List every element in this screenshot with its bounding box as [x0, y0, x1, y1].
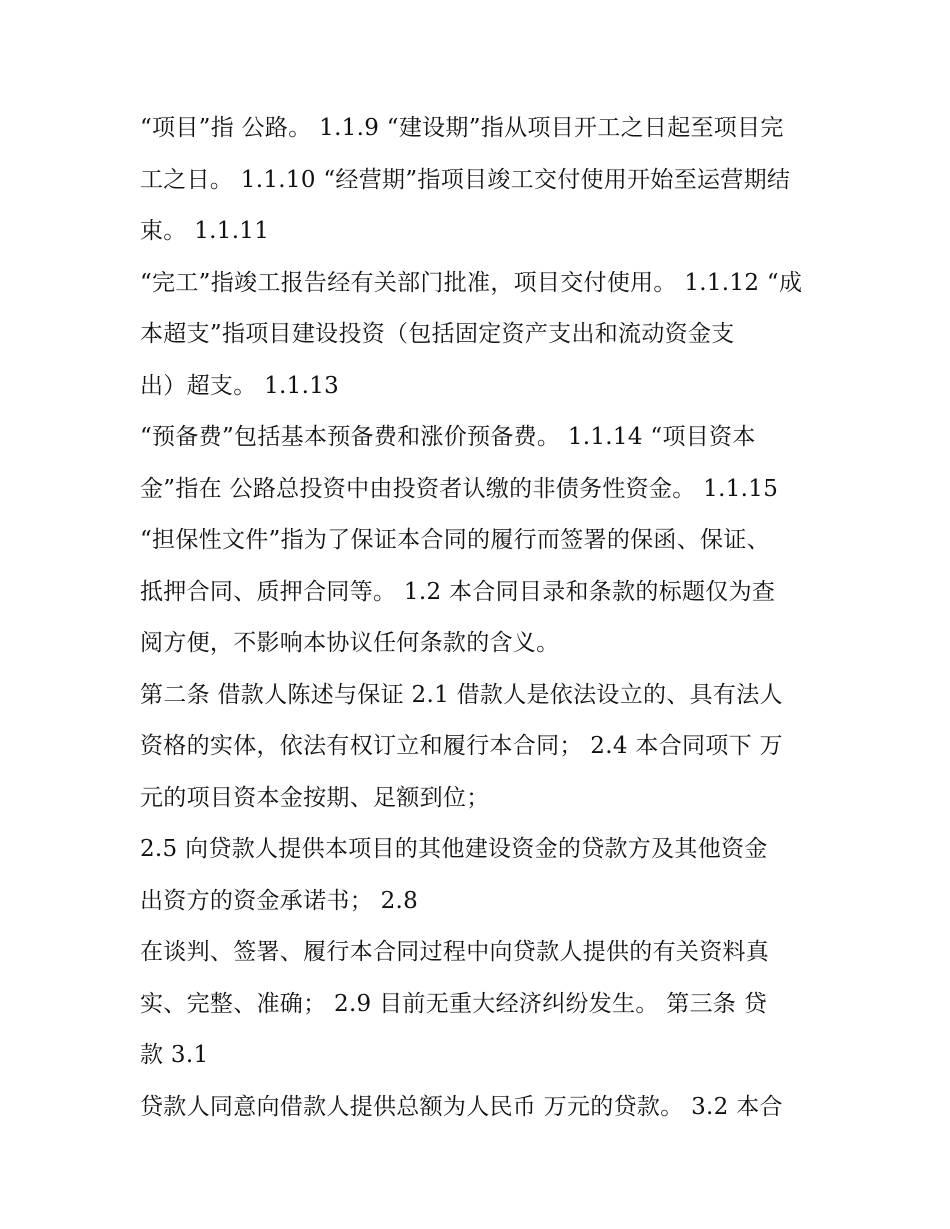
text-line: “预备费”包括基本预备费和涨价预备费。 1.1.14 “项目资本: [140, 424, 756, 450]
text-line: 金”指在 公路总投资中由投资者认缴的非债务性资金。 1.1.15: [140, 475, 779, 502]
text-line: 阅方便，不影响本协议任何条款的含义。: [140, 630, 560, 656]
text-line: 出资方的资金承诺书； 2.8: [140, 887, 419, 914]
text-line: 第二条 借款人陈述与保证 2.1 借款人是依法设立的、具有法人: [140, 681, 783, 708]
text-line: 抵押合同、质押合同等。 1.2 本合同目录和条款的标题仅为查: [140, 578, 776, 605]
text-line: 实、完整、准确； 2.9 目前无重大经济纠纷发生。 第三条 贷: [140, 990, 768, 1017]
text-line: 2.5 向贷款人提供本项目的其他建设资金的贷款方及其他资金: [140, 836, 768, 862]
text-line: 本超支”指项目建设投资（包括固定资产支出和流动资金支: [140, 321, 735, 347]
text-line: 贷款人同意向借款人提供总额为人民币 万元的贷款。 3.2 本合: [140, 1093, 783, 1120]
text-line: 款 3.1: [140, 1042, 209, 1068]
text-line: “担保性文件”指为了保证本合同的履行而签署的保函、保证、: [140, 527, 770, 553]
text-line: 在谈判、签署、履行本合同过程中向贷款人提供的有关资料真: [140, 939, 770, 965]
text-line: “完工”指竣工报告经有关部门批准，项目交付使用。 1.1.12 “成: [140, 269, 803, 296]
body-text: [140, 103, 830, 1133]
text-line: 工之日。 1.1.10 “经营期”指项目竣工交付使用开始至运营期结: [140, 166, 791, 193]
text-line: 元的项目资本金按期、足额到位；: [140, 784, 490, 811]
text-line: “项目”指 公路。 1.1.9 “建设期”指从项目开工之日起至项目完: [140, 115, 784, 141]
text-line: 资格的实体，依法有权订立和履行本合同； 2.4 本合同项下 万: [140, 733, 783, 759]
text-line: 出）超支。 1.1.13: [140, 372, 340, 399]
text-line: 束。 1.1.11: [140, 218, 270, 244]
